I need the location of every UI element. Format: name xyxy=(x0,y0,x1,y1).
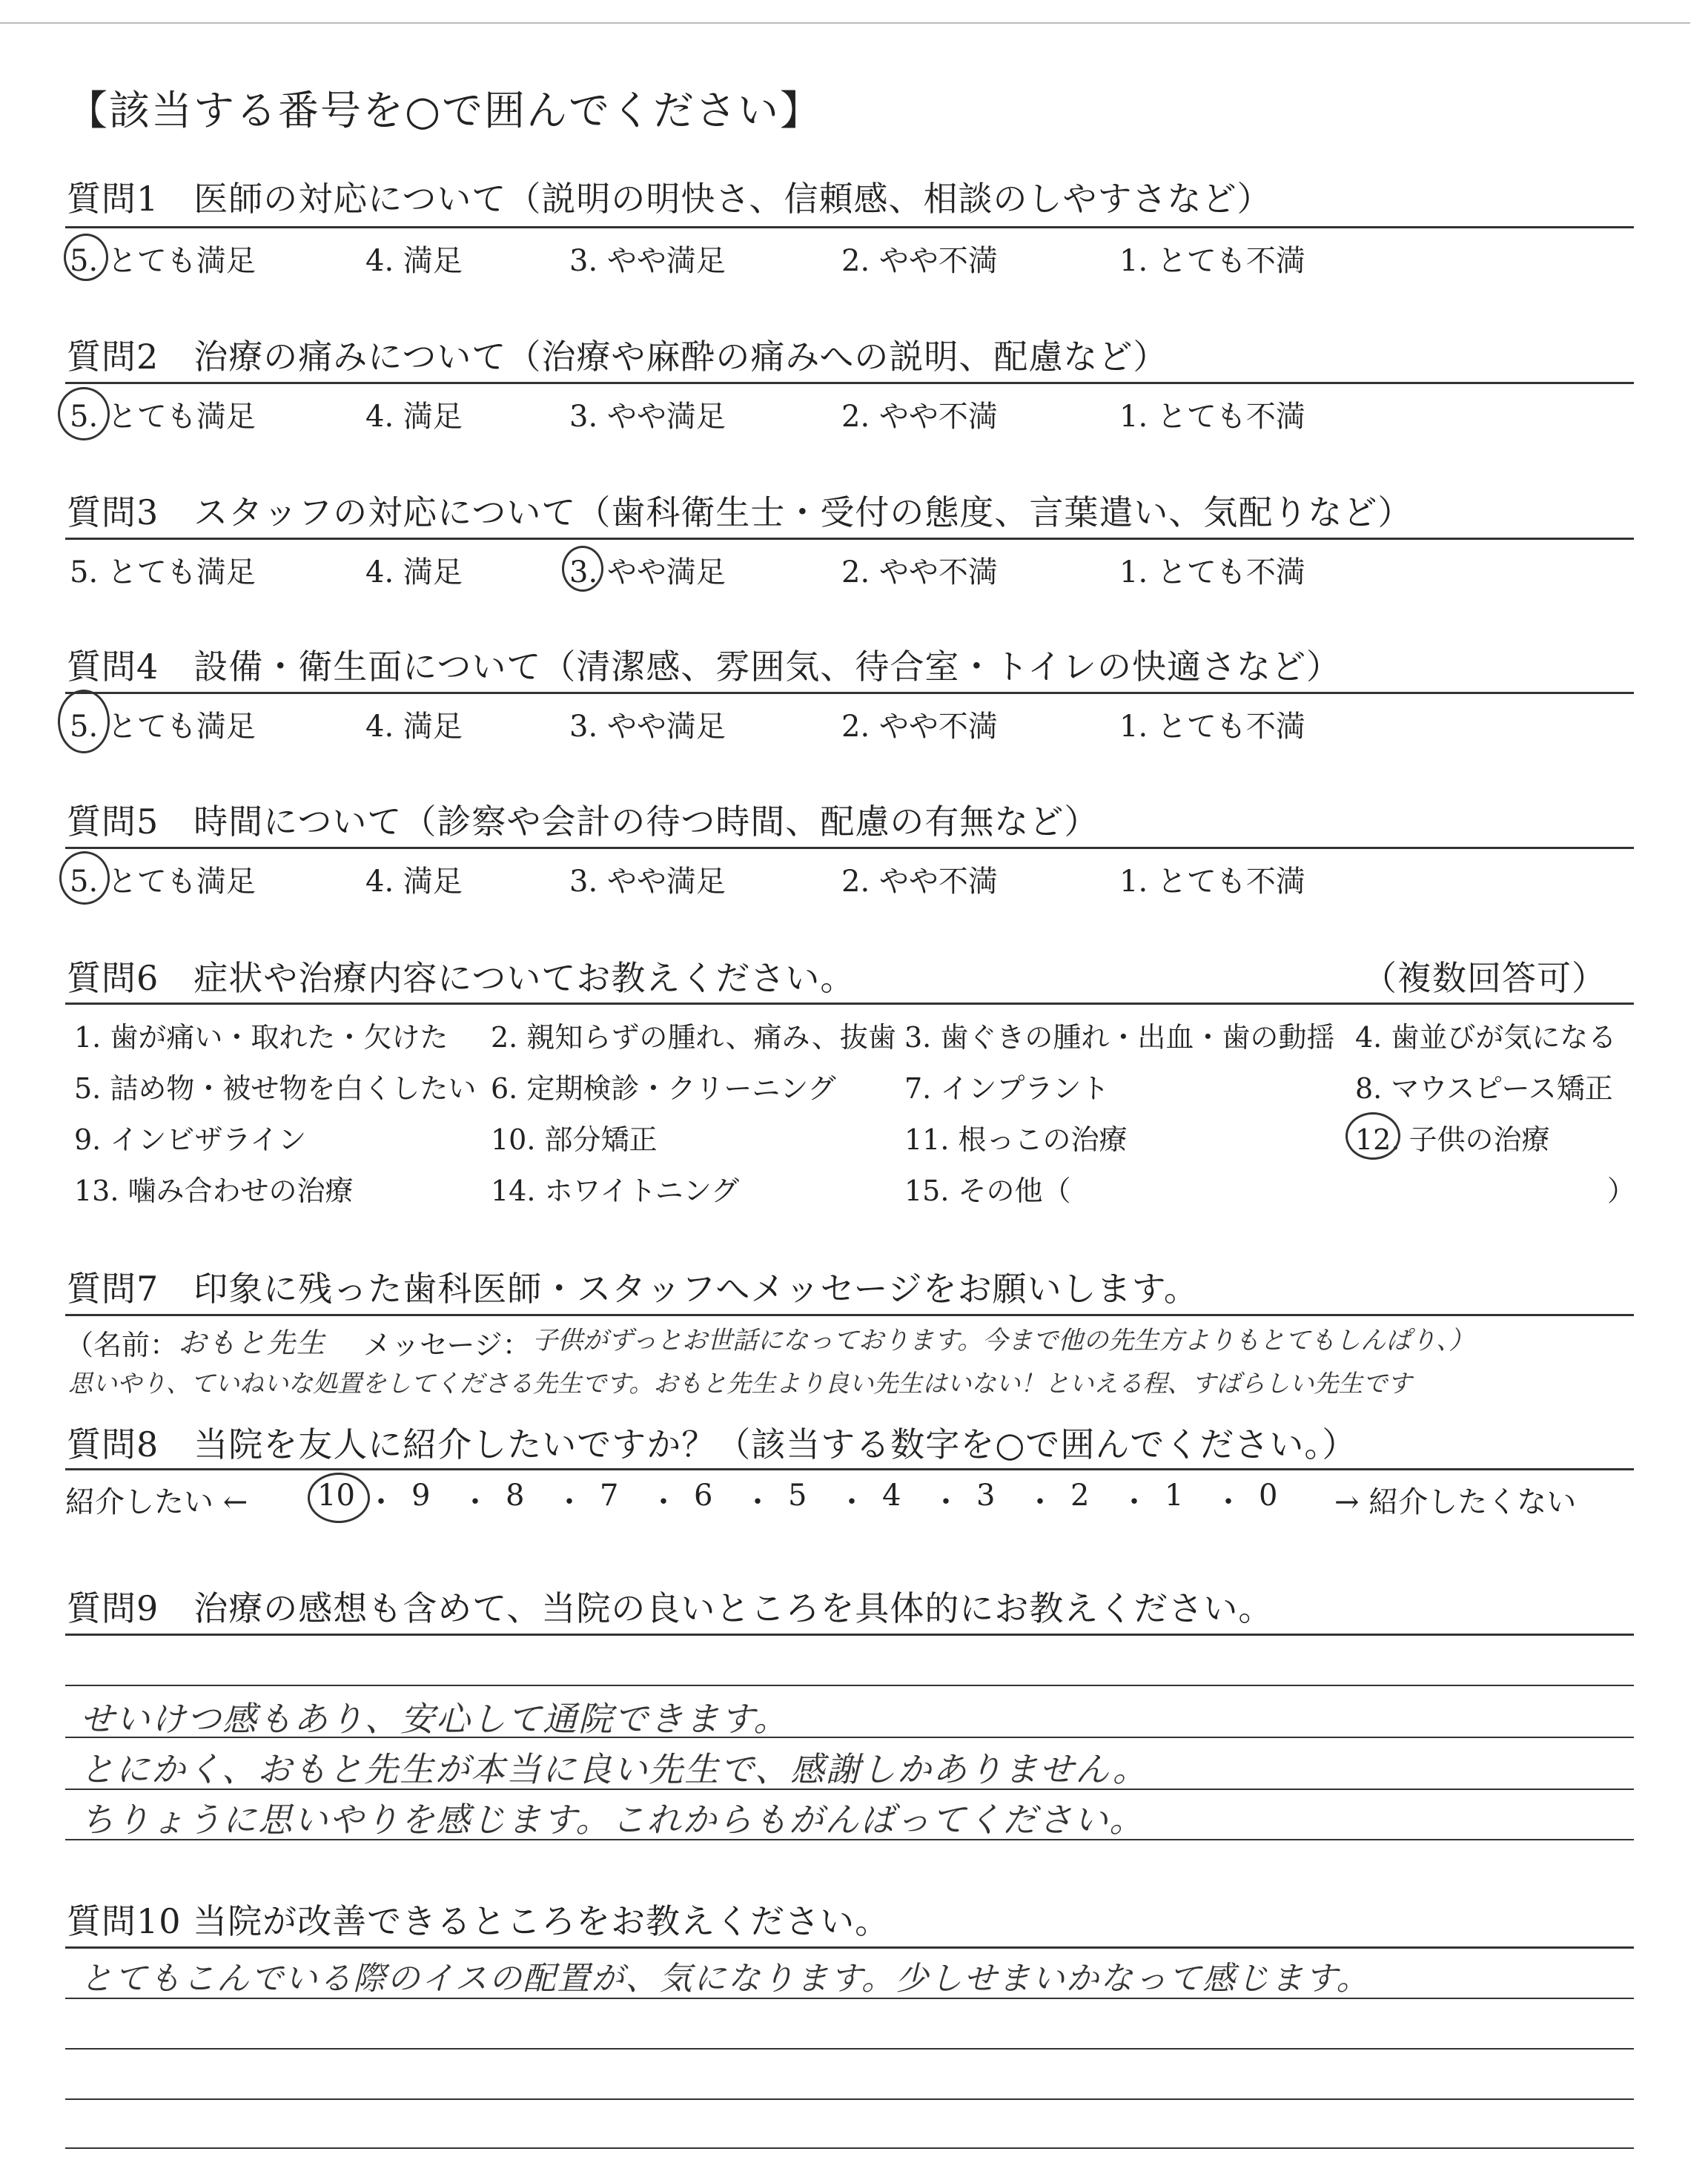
question-2-rule xyxy=(65,382,1634,384)
q8-scale-separator: ・ xyxy=(555,1485,584,1519)
q9-answer-line-1[interactable]: せいけつ感もあり、安心して通院できます。 xyxy=(80,1699,790,1739)
q8-scale-separator: ・ xyxy=(366,1485,396,1519)
question-3-rule xyxy=(65,538,1634,540)
q8-scale-8[interactable]: 8 xyxy=(506,1479,525,1513)
q1-option-1[interactable]: 1. とても不満 xyxy=(1119,244,1305,278)
q7-message-label: メッセージ： xyxy=(363,1329,531,1361)
q7-name-label: （名前： xyxy=(65,1329,179,1361)
question-4-rule xyxy=(65,692,1634,694)
q4-option-1[interactable]: 1. とても不満 xyxy=(1119,710,1305,744)
q8-scale-5[interactable]: 5 xyxy=(788,1479,807,1513)
q6-option-12[interactable]: 12. 子供の治療 xyxy=(1355,1123,1550,1156)
q5-option-3[interactable]: 3. やや満足 xyxy=(569,865,726,899)
q8-scale-separator: ・ xyxy=(649,1485,678,1519)
q9-writing-line xyxy=(65,1685,1634,1686)
q5-selected-circle xyxy=(59,851,110,905)
q6-option-8[interactable]: 8. マウスピース矯正 xyxy=(1355,1072,1613,1105)
q3-option-1[interactable]: 1. とても不満 xyxy=(1119,555,1305,589)
q6-other-close: ） xyxy=(1607,1175,1636,1207)
q4-option-2[interactable]: 2. やや不満 xyxy=(841,710,998,744)
q8-scale-10[interactable]: 10 xyxy=(317,1479,355,1513)
q2-option-3[interactable]: 3. やや満足 xyxy=(569,400,726,434)
question-10-rule xyxy=(65,1946,1634,1949)
q8-scale-4[interactable]: 4 xyxy=(882,1479,901,1513)
question-4-title: 質問4 設備・衛生面について（清潔感、雰囲気、待合室・トイレの快適さなど） xyxy=(67,647,1342,687)
q3-option-5[interactable]: 5. とても満足 xyxy=(70,555,256,589)
q3-selected-circle xyxy=(562,546,603,592)
question-5-rule xyxy=(65,847,1634,849)
question-6-title: 質問6 症状や治療内容についてお教えください。 xyxy=(67,958,855,998)
q3-option-2[interactable]: 2. やや不満 xyxy=(841,555,998,589)
q6-option-10[interactable]: 10. 部分矯正 xyxy=(491,1123,658,1156)
q6-option-2[interactable]: 2. 親知らずの腫れ、痛み、抜歯 xyxy=(491,1021,896,1054)
q6-option-7[interactable]: 7. インプラント xyxy=(904,1072,1110,1105)
question-2-title: 質問2 治療の痛みについて（治療や麻酔の痛みへの説明、配慮など） xyxy=(67,337,1168,377)
question-6-note: （複数回答可） xyxy=(1363,958,1606,998)
q7-message-line-2[interactable]: 思いやり、ていねいな処置をしてくださる先生です。おもと先生より良い先生はいない！といえる程、すばらしい先生です xyxy=(68,1369,1412,1398)
q6-option-9[interactable]: 9. インビザライン xyxy=(74,1123,307,1156)
q6-option-3[interactable]: 3. 歯ぐきの腫れ・出血・歯の動揺 xyxy=(904,1021,1335,1054)
q9-answer-line-3[interactable]: ちりょうに思いやりを感じます。これからもがんばってください。 xyxy=(80,1800,1145,1840)
q6-selected-circle xyxy=(1345,1112,1400,1160)
q6-option-11[interactable]: 11. 根っこの治療 xyxy=(904,1123,1128,1156)
question-6-rule xyxy=(65,1003,1634,1005)
q8-scale-2[interactable]: 2 xyxy=(1070,1479,1090,1513)
q10-answer-line-1[interactable]: とてもこんでいる際のイスの配置が、気になります。少しせまいかなって感じます。 xyxy=(80,1960,1371,1998)
q3-option-4[interactable]: 4. 満足 xyxy=(365,555,463,589)
question-9-rule xyxy=(65,1634,1634,1636)
question-9-title: 質問9 治療の感想も含めて、当院の良いところを具体的にお教えください。 xyxy=(67,1588,1274,1628)
q8-scale-separator: ・ xyxy=(931,1485,961,1519)
q5-option-4[interactable]: 4. 満足 xyxy=(365,865,463,899)
q3-option-3[interactable]: 3. やや満足 xyxy=(569,555,726,589)
q1-option-5[interactable]: 5. とても満足 xyxy=(70,244,256,278)
q4-option-5[interactable]: 5. とても満足 xyxy=(70,710,256,744)
q7-message-line-1[interactable]: 子供がずっとお世話になっております。今まで他の先生方よりもとてもしんぱり、） xyxy=(532,1326,1474,1355)
q8-selected-circle xyxy=(308,1473,370,1523)
page-top-edge xyxy=(0,22,1690,24)
question-5-title: 質問5 時間について（診察や会計の待つ時間、配慮の有無など） xyxy=(67,802,1099,842)
q6-option-6[interactable]: 6. 定期検診・クリーニング xyxy=(491,1072,836,1105)
q4-selected-circle xyxy=(58,690,110,753)
q1-option-2[interactable]: 2. やや不満 xyxy=(841,244,998,278)
page-header: 【該当する番号を○で囲んでください】 xyxy=(67,87,822,134)
q10-writing-line xyxy=(65,1998,1634,1999)
q6-option-15[interactable]: 15. その他（ xyxy=(904,1175,1071,1207)
q7-name-value[interactable]: おもと先生 xyxy=(178,1327,327,1359)
q1-selected-circle xyxy=(64,234,108,281)
question-3-title: 質問3 スタッフの対応について（歯科衛生士・受付の態度、言葉遣い、気配りなど） xyxy=(67,492,1413,532)
q6-option-4[interactable]: 4. 歯並びが気になる xyxy=(1355,1021,1617,1054)
q4-option-3[interactable]: 3. やや満足 xyxy=(569,710,726,744)
q2-option-4[interactable]: 4. 満足 xyxy=(365,400,463,434)
q8-left-label: 紹介したい ← xyxy=(65,1485,248,1519)
question-10-title: 質問10 当院が改善できるところをお教えください。 xyxy=(67,1901,890,1941)
q9-answer-line-2[interactable]: とにかく、おもと先生が本当に良い先生で、感謝しかありません。 xyxy=(80,1749,1148,1789)
question-1-rule xyxy=(65,226,1634,228)
question-8-title: 質問8 当院を友人に紹介したいですか？（該当する数字を○で囲んでください。） xyxy=(67,1424,1357,1464)
q2-option-1[interactable]: 1. とても不満 xyxy=(1119,400,1305,434)
q1-option-4[interactable]: 4. 満足 xyxy=(365,244,463,278)
q8-right-label: → 紹介したくない xyxy=(1334,1485,1577,1519)
q8-scale-7[interactable]: 7 xyxy=(600,1479,619,1513)
question-7-title: 質問7 印象に残った歯科医師・スタッフへメッセージをお願いします。 xyxy=(67,1269,1199,1309)
q10-writing-line xyxy=(65,2147,1634,2149)
question-8-rule xyxy=(65,1468,1634,1470)
q10-writing-line xyxy=(65,2048,1634,2050)
q1-option-3[interactable]: 3. やや満足 xyxy=(569,244,726,278)
q5-option-2[interactable]: 2. やや不満 xyxy=(841,865,998,899)
q4-option-4[interactable]: 4. 満足 xyxy=(365,710,463,744)
q6-option-5[interactable]: 5. 詰め物・被せ物を白くしたい xyxy=(74,1072,477,1105)
q6-option-14[interactable]: 14. ホワイトニング xyxy=(491,1175,740,1207)
q8-scale-separator: ・ xyxy=(743,1485,772,1519)
q8-scale-0[interactable]: 0 xyxy=(1259,1479,1278,1513)
q2-option-5[interactable]: 5. とても満足 xyxy=(70,400,256,434)
question-1-title: 質問1 医師の対応について（説明の明快さ、信頼感、相談のしやすさなど） xyxy=(67,179,1272,219)
question-7-rule xyxy=(65,1314,1634,1316)
q8-scale-6[interactable]: 6 xyxy=(694,1479,713,1513)
q5-option-5[interactable]: 5. とても満足 xyxy=(70,865,256,899)
q8-scale-separator: ・ xyxy=(1025,1485,1055,1519)
q8-scale-3[interactable]: 3 xyxy=(976,1479,996,1513)
q5-option-1[interactable]: 1. とても不満 xyxy=(1119,865,1305,899)
q2-selected-circle xyxy=(58,387,110,440)
q8-scale-separator: ・ xyxy=(1119,1485,1149,1519)
q6-option-1[interactable]: 1. 歯が痛い・取れた・欠けた xyxy=(74,1021,448,1054)
q6-option-13[interactable]: 13. 噛み合わせの治療 xyxy=(74,1175,354,1207)
q10-writing-line xyxy=(65,2098,1634,2100)
q8-scale-separator: ・ xyxy=(837,1485,867,1519)
q8-scale-1[interactable]: 1 xyxy=(1165,1479,1184,1513)
q2-option-2[interactable]: 2. やや不満 xyxy=(841,400,998,434)
q8-scale-separator: ・ xyxy=(1214,1485,1243,1519)
q8-scale-separator: ・ xyxy=(460,1485,490,1519)
q8-scale-9[interactable]: 9 xyxy=(411,1479,431,1513)
